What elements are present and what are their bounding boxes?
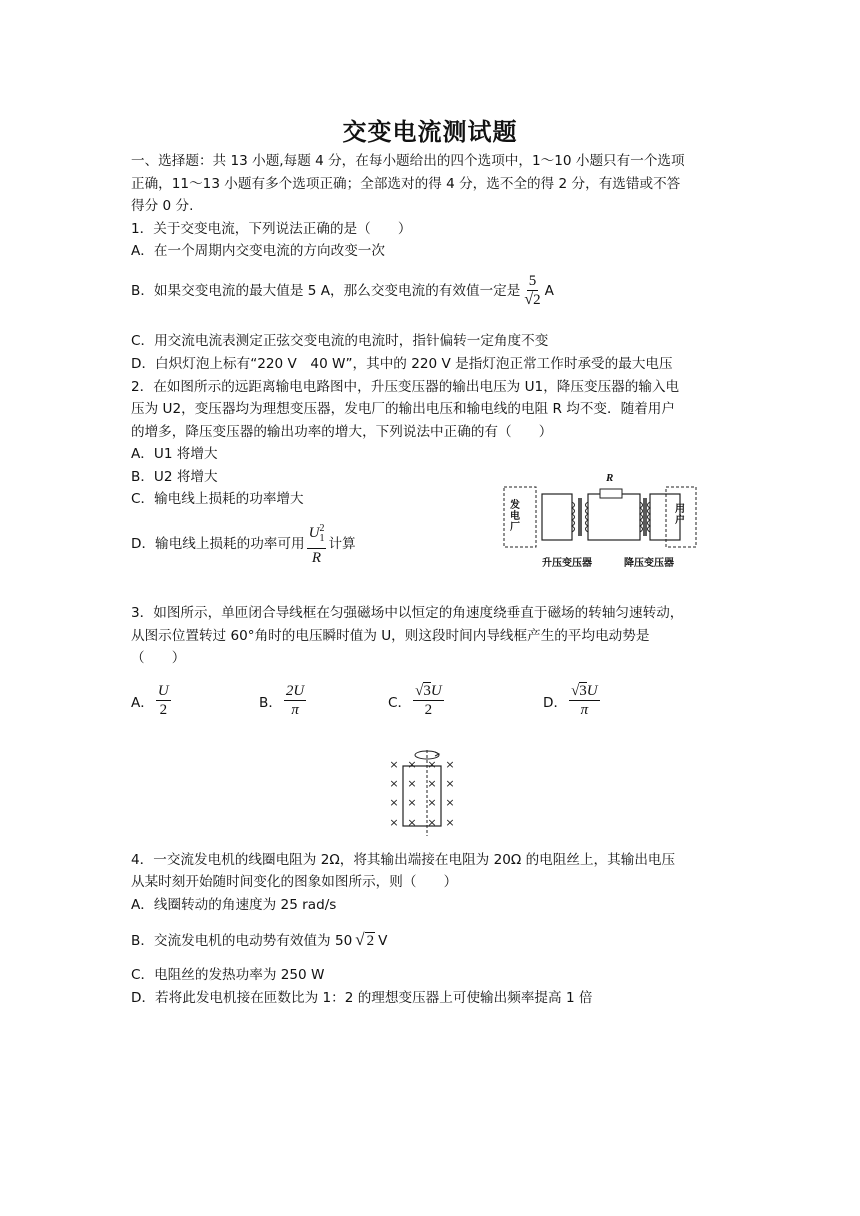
q1-option-b-fraction xyxy=(522,272,542,309)
q2-option-c: C．输电线上损耗的功率增大 xyxy=(131,491,304,507)
q2-option-b: B．U2 将增大 xyxy=(131,469,218,485)
q3-d-label: D． xyxy=(543,694,568,711)
q2-option-d xyxy=(131,520,356,567)
q3-d-numerator: √3U xyxy=(571,683,598,699)
field-cross-mark: × xyxy=(389,796,399,809)
step-down-label: 降压变压器 xyxy=(624,558,674,569)
field-cross-mark: × xyxy=(389,777,399,790)
intro-line-2: 正确，11～13 小题有多个选项正确；全部选对的得 4 分，选不全的得 2 分，有选错或不答 xyxy=(131,176,681,192)
q4-option-b xyxy=(131,930,387,951)
q3-option-d xyxy=(543,682,602,719)
q1-b-numerator: 5 xyxy=(528,273,537,289)
resistor-label: R xyxy=(606,472,614,484)
q1-option-b xyxy=(131,272,554,309)
q2-d-denominator: R xyxy=(311,550,322,566)
q4-option-c: C．电阻丝的发热功率为 250 W xyxy=(131,967,325,983)
q3-line-2: 从图示位置转过 60°角时的电压瞬时值为 U，则这段时间内导线框产生的平均电动势是 xyxy=(131,628,650,644)
q3-b-numerator: 2U xyxy=(285,683,305,699)
rotating-frame-diagram xyxy=(384,744,470,838)
q3-b-fraction xyxy=(284,682,306,719)
q2-line-1: 2．在如图所示的远距离输电电路图中，升压变压器的输出电压为 U1，降压变压器的输入电 xyxy=(131,379,680,395)
q3-line-3: （ ） xyxy=(131,650,186,666)
field-cross-mark: × xyxy=(445,777,455,790)
field-crosses xyxy=(389,758,454,829)
q3-c-fraction xyxy=(413,682,444,719)
q3-option-b xyxy=(259,682,308,719)
q3-c-radicand: 3 xyxy=(423,683,431,699)
q1-b-denominator xyxy=(522,291,542,309)
q2-transmission-figure xyxy=(500,470,700,570)
q3-d-num-var: U xyxy=(586,683,598,699)
q4-line-1: 4．一交流发电机的线圈电阻为 2Ω，将其输出端接在电阻为 20Ω 的电阻丝上，其输出电压 xyxy=(131,852,676,868)
q4-option-b-text: B．交流发电机的电动势有效值为 50 xyxy=(131,932,353,949)
step-up-label: 升压变压器 xyxy=(542,558,592,569)
q3-a-numerator: U xyxy=(157,683,169,699)
q2-option-d-text: D．输电线上损耗的功率可用 xyxy=(131,535,305,552)
q4-b-radicand: 2 xyxy=(366,933,375,949)
q2-d-num-sup: 2 xyxy=(319,523,325,534)
q2-d-num-sub: 1 xyxy=(319,533,325,544)
user-label: 用 户 xyxy=(675,504,685,526)
q3-b-denominator: π xyxy=(291,702,299,718)
q1-option-b-text: B．如果交变电流的最大值是 5 A，那么交变电流的有效值一定是 xyxy=(131,282,521,299)
sqrt-sign: √ xyxy=(355,930,365,949)
q3-a-label: A． xyxy=(131,694,154,711)
q3-c-num-var: U xyxy=(430,683,442,699)
q2-option-d-tail: 计算 xyxy=(328,535,356,552)
q2-option-d-fraction xyxy=(307,520,327,567)
sqrt-sign: √ xyxy=(524,291,534,308)
intro-line-3: 得分 0 分. xyxy=(131,198,194,214)
q3-a-denominator: 2 xyxy=(159,702,168,718)
q3-a-fraction xyxy=(156,682,171,719)
source-label: 发 电 厂 xyxy=(510,500,520,533)
intro-line-1: 一、选择题：共 13 小题,每题 4 分，在每小题给出的四个选项中，1～10 小题只有一个选项 xyxy=(131,153,685,169)
q1-option-b-unit: A xyxy=(544,282,554,299)
q3-d-radicand: 3 xyxy=(579,683,587,699)
q3-c-numerator: √3U xyxy=(415,683,442,699)
q4-option-d: D．若将此发电机接在匝数比为 1：2 的理想变压器上可使输出频率提高 1 倍 xyxy=(131,990,593,1006)
q3-line-1: 3．如图所示，单匝闭合导线框在匀强磁场中以恒定的角速度绕垂直于磁场的转轴匀速转动， xyxy=(131,605,684,621)
q3-c-denominator: 2 xyxy=(424,702,433,718)
q4-option-b-sqrt xyxy=(355,930,375,951)
q3-b-label: B． xyxy=(259,694,282,711)
page-title: 交变电流测试题 xyxy=(342,117,518,146)
q3-c-label: C． xyxy=(388,694,412,711)
field-cross-mark: × xyxy=(389,758,399,771)
q1-option-d: D．白炽灯泡上标有“220 V 40 W”，其中的 220 V 是指灯泡正常工作时承受的最大电压 xyxy=(131,356,673,372)
field-cross-mark: × xyxy=(407,796,417,809)
q2-line-3: 的增多，降压变压器的输出功率的增大，下列说法中正确的有（ ） xyxy=(131,424,553,440)
q4-option-b-unit: V xyxy=(378,932,388,949)
field-cross-mark: × xyxy=(427,796,437,809)
q2-d-numerator xyxy=(307,520,327,549)
q1-option-c: C．用交流电流表测定正弦交变电流的电流时，指针偏转一定角度不变 xyxy=(131,333,549,349)
q1-b-radicand: 2 xyxy=(533,292,541,308)
q4-option-a: A．线圈转动的角速度为 25 rad/s xyxy=(131,897,337,913)
q2-line-2: 压为 U2，变压器均为理想变压器，发电厂的输出电压和输电线的电阻 R 均不变．随着用户 xyxy=(131,401,675,417)
field-cross-mark: × xyxy=(407,758,417,771)
field-cross-mark: × xyxy=(427,816,437,829)
field-cross-mark: × xyxy=(427,758,437,771)
q2-option-a: A．U1 将增大 xyxy=(131,446,218,462)
field-cross-mark: × xyxy=(427,777,437,790)
field-cross-mark: × xyxy=(389,816,399,829)
q2-d-num-var: U xyxy=(308,525,320,541)
field-cross-mark: × xyxy=(407,816,417,829)
q1-option-a: A．在一个周期内交变电流的方向改变一次 xyxy=(131,243,385,259)
q3-option-c xyxy=(388,682,446,719)
q3-d-fraction xyxy=(569,682,600,719)
field-cross-mark: × xyxy=(445,796,455,809)
field-cross-mark: × xyxy=(445,816,455,829)
q3-d-denominator: π xyxy=(580,702,589,718)
q4-line-2: 从某时刻开始随时间变化的图象如图所示，则（ ） xyxy=(131,874,458,890)
q3-magnetic-field-figure xyxy=(384,744,470,838)
q1-stem: 1．关于交变电流，下列说法正确的是（ ） xyxy=(131,221,412,237)
field-cross-mark: × xyxy=(445,758,455,771)
q3-option-a xyxy=(131,682,173,719)
field-cross-mark: × xyxy=(407,777,417,790)
